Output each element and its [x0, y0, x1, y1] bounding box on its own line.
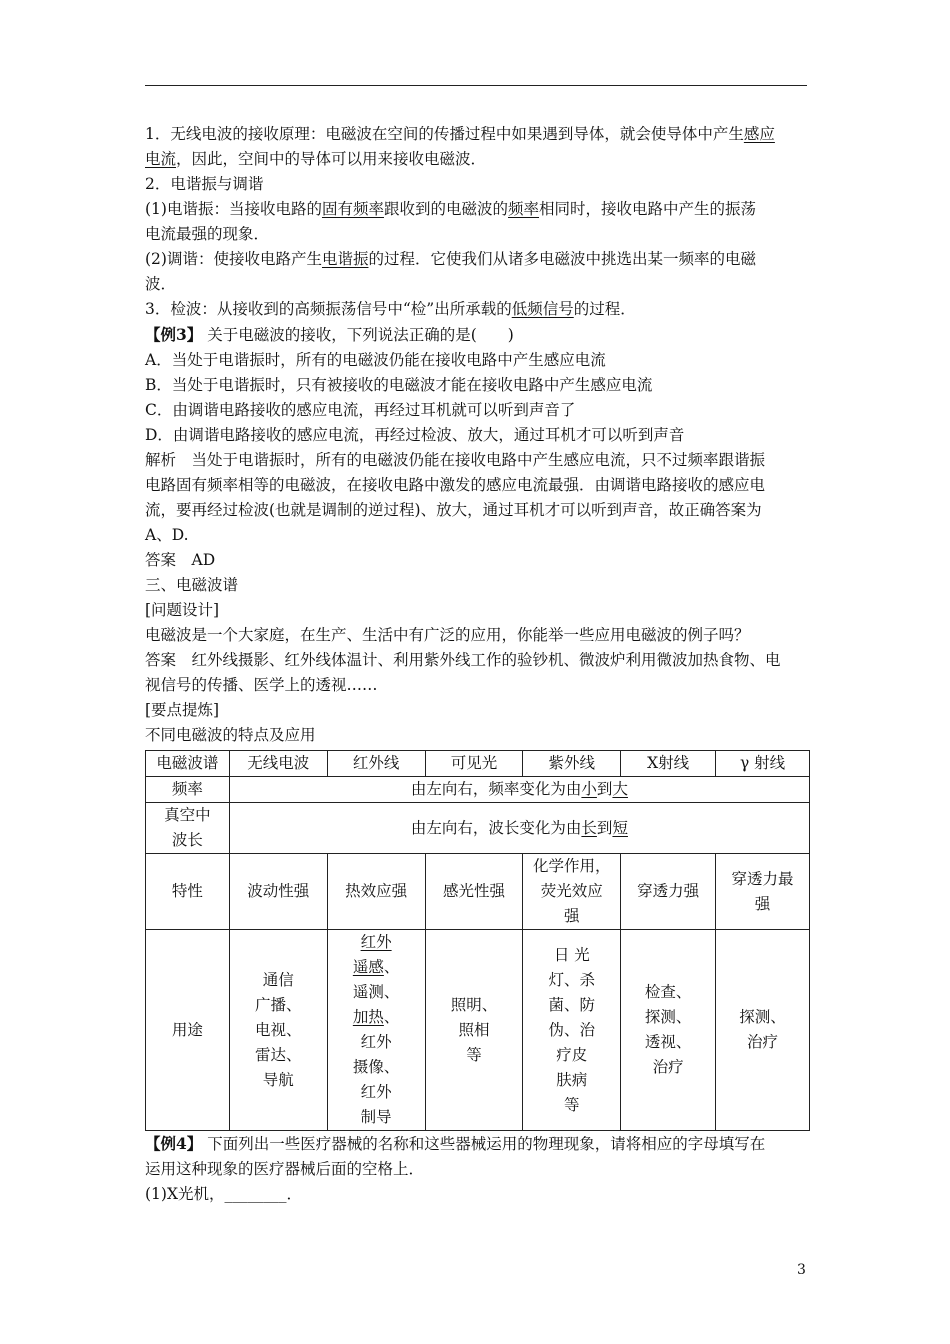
text — [332, 955, 421, 980]
example-4-question-cont: 运用这种现象的医疗器械后面的空格上． — [145, 1160, 425, 1178]
para-tuning-cont: 波． — [145, 275, 177, 293]
design-answer: 答案 红外线摄影、红外线体温计、利用紫外线工作的验钞机、微波炉利用微波加热食物、电 — [145, 651, 781, 669]
feature-cell: 感光性强 — [425, 854, 523, 930]
text: 1．无线电波的接收原理：电磁波在空间的传播过程中如果遇到导体，就会使导体中产生 — [145, 125, 744, 143]
option-a: A．当处于电谐振时，所有的电磁波仍能在接收电路中产生感应电流 — [145, 351, 606, 369]
text: 强 — [754, 894, 771, 913]
answer-underline: 固有频率 — [321, 200, 384, 218]
answer-underline: 电谐振 — [321, 250, 369, 268]
row-label — [146, 803, 230, 854]
table-row-wavelength — [146, 803, 810, 854]
text: 到 — [596, 780, 613, 798]
answer-underline: 长 — [581, 818, 597, 837]
text: 广播、 — [255, 995, 302, 1014]
text: 到 — [596, 818, 613, 837]
para-receive-principle — [145, 122, 810, 147]
row-label: 特性 — [146, 854, 230, 930]
text: 照相 — [458, 1020, 490, 1039]
answer-underline: 红外 — [360, 933, 392, 951]
text: 灯、杀 — [548, 970, 596, 989]
answer-underline: 短 — [612, 818, 628, 837]
example-4-item-1: (1)X光机，________． — [145, 1185, 302, 1203]
text: 由左向右，频率变化为由 — [410, 780, 582, 798]
page-number: 3 — [797, 1262, 806, 1278]
answer-underline: 大 — [612, 780, 628, 798]
text: 日 光 — [553, 945, 590, 964]
frequency-cell — [229, 777, 809, 803]
answer-underline: 小 — [581, 780, 597, 798]
text: 探测、 — [739, 1008, 786, 1026]
feature-cell: 波动性强 — [229, 854, 327, 930]
use-cell — [229, 930, 327, 1131]
option-d: D．由调谐电路接收的感应电流，再经过检波、放大，通过耳机才可以听到声音 — [145, 426, 685, 444]
text: 电视、 — [255, 1020, 302, 1039]
para-resonance — [145, 197, 810, 222]
table-header-row — [146, 751, 810, 777]
header-rule — [145, 85, 807, 86]
para-resonance-cont: 电流最强的现象． — [145, 225, 270, 243]
text: 等 — [564, 1095, 580, 1114]
text: 导航 — [262, 1070, 294, 1089]
answer-underline: 电流 — [145, 150, 177, 168]
header-cell: 红外线 — [327, 751, 425, 777]
section-heading: 三、电磁波谱 — [145, 576, 239, 594]
text: 伪、治 — [548, 1020, 596, 1039]
answer-underline: 低频信号 — [511, 300, 574, 318]
analysis-line: A、D. — [145, 526, 189, 544]
text: 的过程． — [573, 300, 636, 318]
text: 强 — [564, 907, 580, 925]
use-cell — [327, 930, 425, 1131]
row-label: 用途 — [146, 930, 230, 1131]
answer-underline: 遥感 — [352, 958, 384, 976]
points-label: [要点提炼] — [145, 701, 220, 719]
text: 化学作用， — [533, 857, 611, 875]
text: 跟收到的电磁波的 — [383, 200, 508, 218]
text: 3．检波：从接收到的高频振荡信号中“检”出所承载的 — [145, 300, 512, 318]
analysis-line: 解析 当处于电谐振时，所有的电磁波仍能在接收电路中产生感应电流，只不过频率跟谐振 — [145, 451, 766, 469]
use-cell — [621, 930, 716, 1131]
table-row-features — [146, 854, 810, 930]
para-tuning — [145, 247, 810, 272]
text: 相同时，接收电路中产生的振荡 — [539, 200, 757, 218]
header-cell: 紫外线 — [523, 751, 621, 777]
wavelength-cell — [229, 803, 809, 854]
text: 等 — [466, 1045, 482, 1064]
example-4-question — [145, 1131, 810, 1157]
text: 波长 — [171, 831, 203, 849]
row-label: 频率 — [146, 777, 230, 803]
use-cell — [425, 930, 523, 1131]
text: 疗皮 — [556, 1045, 588, 1064]
design-answer-cont: 视信号的传播、医学上的透视…… — [145, 676, 378, 694]
text: (1)电谐振：当接收电路的 — [145, 200, 322, 218]
text: 关于电磁波的接收，下列说法正确的是( ) — [207, 326, 514, 344]
text: 的过程．它使我们从诸多电磁波中挑选出某一频率的电磁 — [368, 250, 756, 268]
header-cell: γ 射线 — [716, 751, 810, 777]
analysis-line: 电路固有频率相等的电磁波，在接收电路中激发的感应电流最强．由调谐电路接收的感应电 — [145, 476, 766, 494]
text: 红外 — [360, 1033, 392, 1051]
example-3-question — [145, 322, 810, 348]
text: 治疗 — [652, 1058, 684, 1076]
para-receive-principle-cont — [145, 147, 810, 172]
design-label: [问题设计] — [145, 601, 220, 619]
answer-underline: 频率 — [508, 200, 540, 218]
text — [332, 1005, 421, 1030]
header-cell: 电磁波谱 — [146, 751, 230, 777]
text: ，因此，空间中的导体可以用来接收电磁波． — [176, 150, 487, 168]
heading-resonance: 2．电谐振与调谐 — [145, 175, 264, 193]
option-c: C．由调谐电路接收的感应电流，再经过耳机就可以听到声音了 — [145, 401, 576, 419]
use-cell — [523, 930, 621, 1131]
page-content — [145, 122, 810, 1207]
text: 探测、 — [644, 1008, 692, 1026]
text: 遥测、 — [352, 983, 400, 1001]
text: 雷达、 — [255, 1045, 302, 1064]
text: 照明、 — [450, 995, 498, 1014]
text: 通信 — [262, 970, 294, 989]
table-row-frequency — [146, 777, 810, 803]
text: 摄像、 — [352, 1058, 400, 1076]
feature-cell — [523, 854, 621, 930]
text: 、 — [383, 958, 400, 976]
header-cell: 可见光 — [425, 751, 523, 777]
text: 透视、 — [644, 1033, 692, 1051]
answer-line: 答案 AD — [145, 551, 216, 569]
table-title: 不同电磁波的特点及应用 — [145, 726, 316, 744]
feature-cell: 热效应强 — [327, 854, 425, 930]
answer-underline: 感应 — [743, 125, 775, 143]
text: 穿透力最 — [731, 869, 794, 888]
text: 、 — [383, 1008, 400, 1026]
spectrum-table — [145, 750, 810, 1131]
text: 菌、防 — [548, 995, 596, 1014]
feature-cell — [716, 854, 810, 930]
example-tag: 【例4】 — [145, 1134, 203, 1153]
use-cell — [716, 930, 810, 1131]
text: 肤病 — [556, 1070, 588, 1089]
text: 检查、 — [644, 983, 692, 1001]
para-detection — [145, 297, 810, 322]
header-cell: X射线 — [621, 751, 716, 777]
text: 红外 — [360, 1083, 392, 1101]
header-cell: 无线电波 — [229, 751, 327, 777]
text: 真空中 — [164, 806, 211, 824]
example-tag: 【例3】 — [145, 325, 203, 344]
text: 治疗 — [747, 1033, 779, 1051]
text: (2)调谐：使接收电路产生 — [145, 250, 322, 268]
text: 下面列出一些医疗器械的名称和这些器械运用的物理现象，请将相应的字母填写在 — [207, 1135, 766, 1153]
text: 荧光效应 — [540, 882, 603, 900]
feature-cell: 穿透力强 — [621, 854, 716, 930]
text: 制导 — [360, 1108, 392, 1126]
answer-underline: 加热 — [352, 1008, 384, 1026]
design-question: 电磁波是一个大家庭，在生产、生活中有广泛的应用，你能举一些应用电磁波的例子吗？ — [145, 626, 750, 644]
table-row-uses — [146, 930, 810, 1131]
option-b: B．当处于电谐振时，只有被接收的电磁波才能在接收电路中产生感应电流 — [145, 376, 653, 394]
analysis-line: 流，要再经过检波(也就是调制的逆过程)、放大，通过耳机才可以听到声音，故正确答案为 — [145, 501, 762, 519]
text: 由左向右，波长变化为由 — [410, 818, 582, 837]
